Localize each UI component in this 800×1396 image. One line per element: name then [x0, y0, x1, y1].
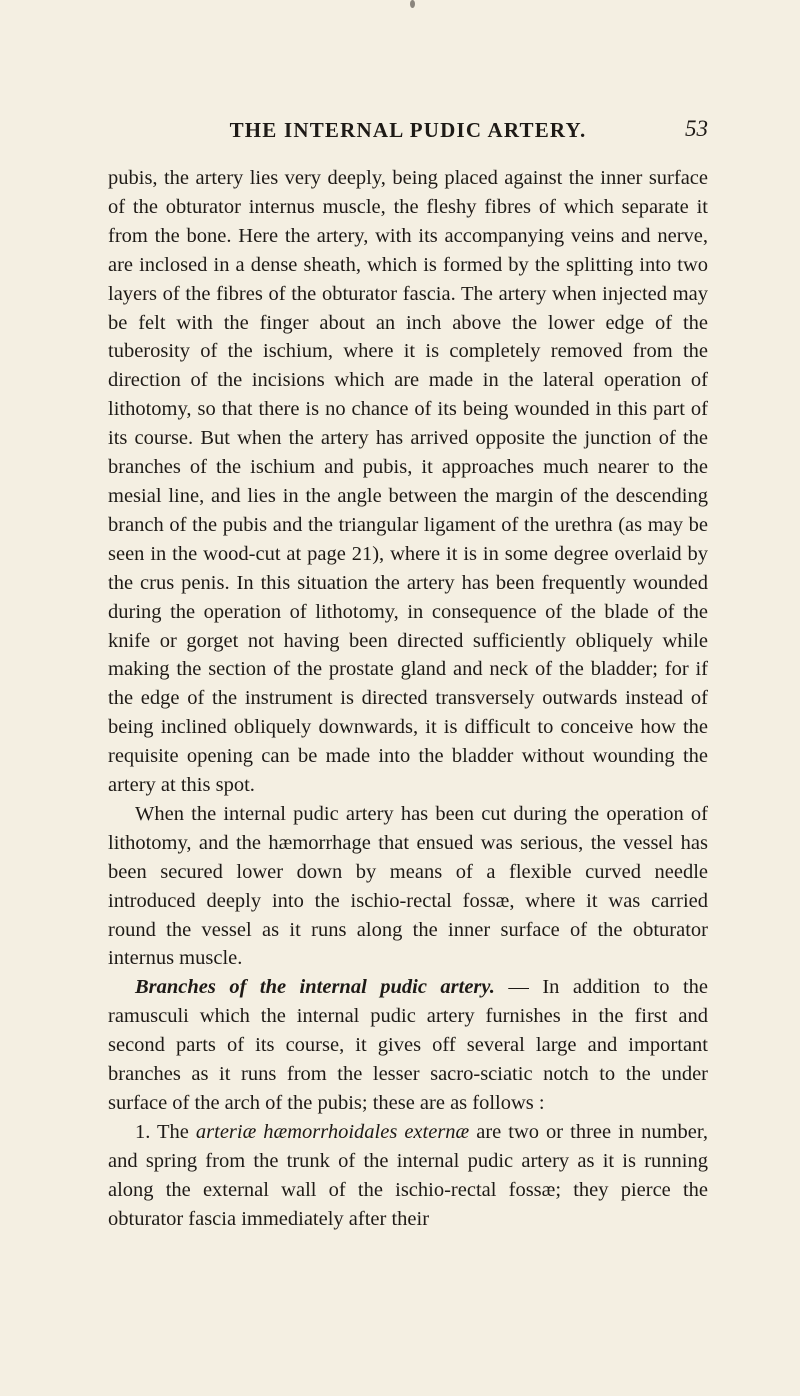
- paragraph-3: [108, 973, 708, 1118]
- running-title: THE INTERNAL PUDIC ARTERY.: [229, 118, 587, 142]
- page-header: [108, 118, 708, 148]
- paragraph-2: When the internal pudic artery has been cut during the operation of lithotomy, and the hæmorrhage that ensued was serious, the vessel has been secured lower down by means of a flexible curved needle introduced deeply into the ischio-rectal fossæ, where it was carried round the vessel as it runs along the inner surface of the obturator internus muscle.: [108, 802, 708, 970]
- paragraph-3-text: — In addition to the ramusculi which the internal pudic artery furnishes in the first and second parts of its course, it gives off several large and important branches as it runs from the lesser sacro-sciatic notch to the under surface of the arch of the pubis; these are as follows :: [108, 976, 708, 1114]
- paragraph-1: pubis, the artery lies very deeply, being placed against the inner surface of the obturator internus muscle, the fleshy fibres of which separate it from the bone. Here the artery, with its accompanying veins and nerve, are inclosed in a dense sheath, which is formed by the splitting into two layers of the fibres of the obturator fascia. The artery when injected may be felt with the finger about an inch above the lower edge of the tuberosity of the ischium, where it is completely removed from the direction of the incisions which are made in the lateral operation of lithotomy, so that there is no chance of its being wounded in this part of its course. But when the artery has arrived opposite the junction of the branches of the ischium and pubis, it approaches much nearer to the mesial line, and lies in the angle between the margin of the descending branch of the pubis and the triangular ligament of the urethra (as may be seen in the wood-cut at page 21), where it is in some degree overlaid by the crus penis. In this situation the artery has been frequently wounded during the operation of lithotomy, in consequence of the blade of the knife or gorget not having been directed sufficiently obliquely while making the section of the prostate gland and neck of the bladder; for if the edge of the instrument is directed transversely outwards instead of being inclined obliquely downwards, it is difficult to conceive how the requisite opening can be made into the bladder without wounding the artery at this spot.: [108, 167, 708, 797]
- paragraph-4-text: are two or three in number, and spring from the trunk of the internal pudic artery as it is running along the external wall of the ischio-rectal fossæ; they pierce the obturator fascia immediately after their: [108, 1120, 708, 1230]
- section-heading: Branches of the internal pudic artery.: [135, 976, 495, 999]
- print-speck: [410, 0, 415, 8]
- list-number: 1. The: [135, 1120, 196, 1143]
- body-text: [108, 164, 708, 1234]
- anatomical-term: arteriæ hæmorrhoidales externæ: [195, 1120, 470, 1143]
- paragraph-4: [108, 1118, 708, 1234]
- page-number: 53: [685, 116, 708, 141]
